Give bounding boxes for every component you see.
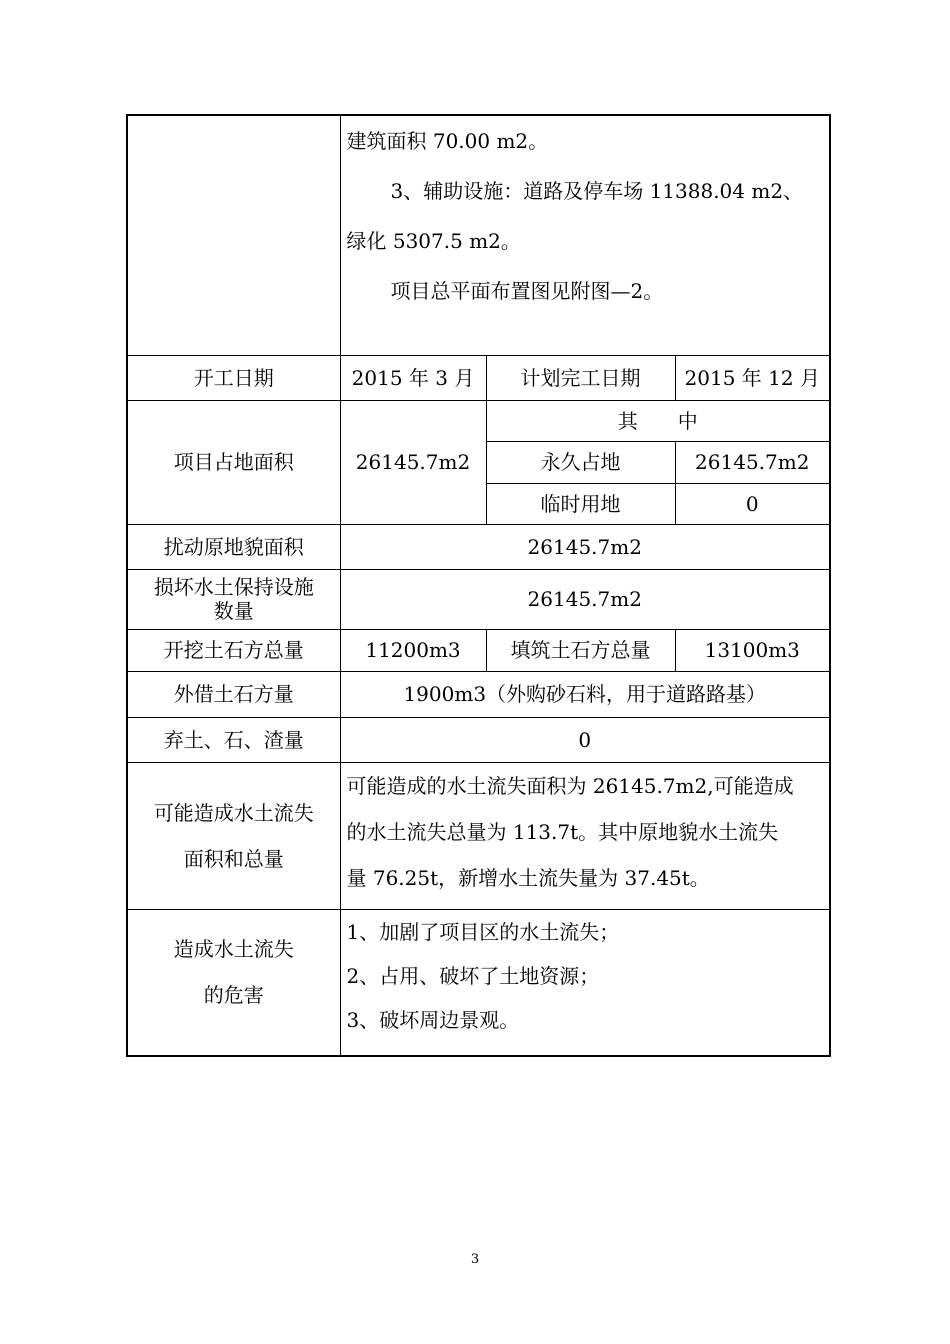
damage-label-line-2: 数量	[213, 599, 254, 623]
damage-label-line-1: 损坏水土保持设施	[153, 575, 314, 599]
borrow-label: 外借土石方量	[127, 671, 340, 717]
loss-row	[127, 762, 830, 909]
damage-label	[127, 569, 340, 629]
area-value: 26145.7m2	[340, 400, 486, 524]
disturb-label: 扰动原地貌面积	[127, 524, 340, 569]
disturb-value: 26145.7m2	[340, 524, 830, 569]
harm-item-3: 3、破坏周边景观。	[346, 1007, 520, 1032]
harm-item-2: 2、占用、破坏了土地资源；	[346, 963, 600, 988]
loss-line-3: 量 76.25t，新增水土流失量为 37.45t。	[346, 865, 710, 890]
harm-list-cell	[340, 909, 830, 1056]
permanent-label: 永久占地	[486, 441, 675, 483]
start-date-value: 2015 年 3 月	[340, 355, 486, 400]
info-table	[126, 114, 831, 1057]
borrow-value: 1900m3（外购砂石料，用于道路路基）	[340, 671, 830, 717]
excavate-label: 开挖土石方总量	[127, 629, 340, 671]
page-number: 3	[470, 1252, 480, 1267]
earth-row	[127, 629, 830, 671]
end-date-value: 2015 年 12 月	[675, 355, 830, 400]
waste-label: 弃土、石、渣量	[127, 717, 340, 762]
area-row-1	[127, 400, 830, 441]
harm-row	[127, 909, 830, 1056]
damage-row	[127, 569, 830, 629]
disturb-row	[127, 524, 830, 569]
dates-row	[127, 355, 830, 400]
intro-line-1: 建筑面积 70.00 m2。	[346, 129, 549, 153]
intro-cell	[340, 115, 830, 355]
intro-label-cell	[127, 115, 340, 355]
loss-line-1: 可能造成的水土流失面积为 26145.7m2,可能造成	[346, 773, 794, 798]
temporary-value: 0	[675, 483, 830, 524]
excavate-value: 11200m3	[340, 629, 486, 671]
temporary-label: 临时用地	[486, 483, 675, 524]
damage-value: 26145.7m2	[340, 569, 830, 629]
end-date-label: 计划完工日期	[486, 355, 675, 400]
fill-label: 填筑土石方总量	[486, 629, 675, 671]
intro-line-3: 绿化 5307.5 m2。	[346, 229, 521, 253]
harm-label-line-1: 造成水土流失	[173, 936, 294, 961]
intro-row	[127, 115, 830, 355]
harm-label	[127, 909, 340, 1056]
loss-label-line-2: 面积和总量	[183, 846, 284, 871]
harm-item-1: 1、加剧了项目区的水土流失；	[346, 919, 620, 944]
start-date-label: 开工日期	[127, 355, 340, 400]
borrow-row	[127, 671, 830, 717]
waste-row	[127, 717, 830, 762]
loss-label-line-1: 可能造成水土流失	[153, 800, 314, 825]
fill-value: 13100m3	[675, 629, 830, 671]
area-label: 项目占地面积	[127, 400, 340, 524]
permanent-value: 26145.7m2	[675, 441, 830, 483]
waste-value: 0	[340, 717, 830, 762]
intro-line-4: 项目总平面布置图见附图—2。	[390, 279, 664, 303]
loss-label	[127, 762, 340, 909]
loss-text-cell	[340, 762, 830, 909]
harm-label-line-2: 的危害	[203, 982, 264, 1007]
loss-line-2: 的水土流失总量为 113.7t。其中原地貌水土流失	[346, 819, 779, 844]
intro-line-2: 3、辅助设施：道路及停车场 11388.04 m2、	[390, 179, 804, 203]
among-label: 其 中	[486, 400, 830, 441]
